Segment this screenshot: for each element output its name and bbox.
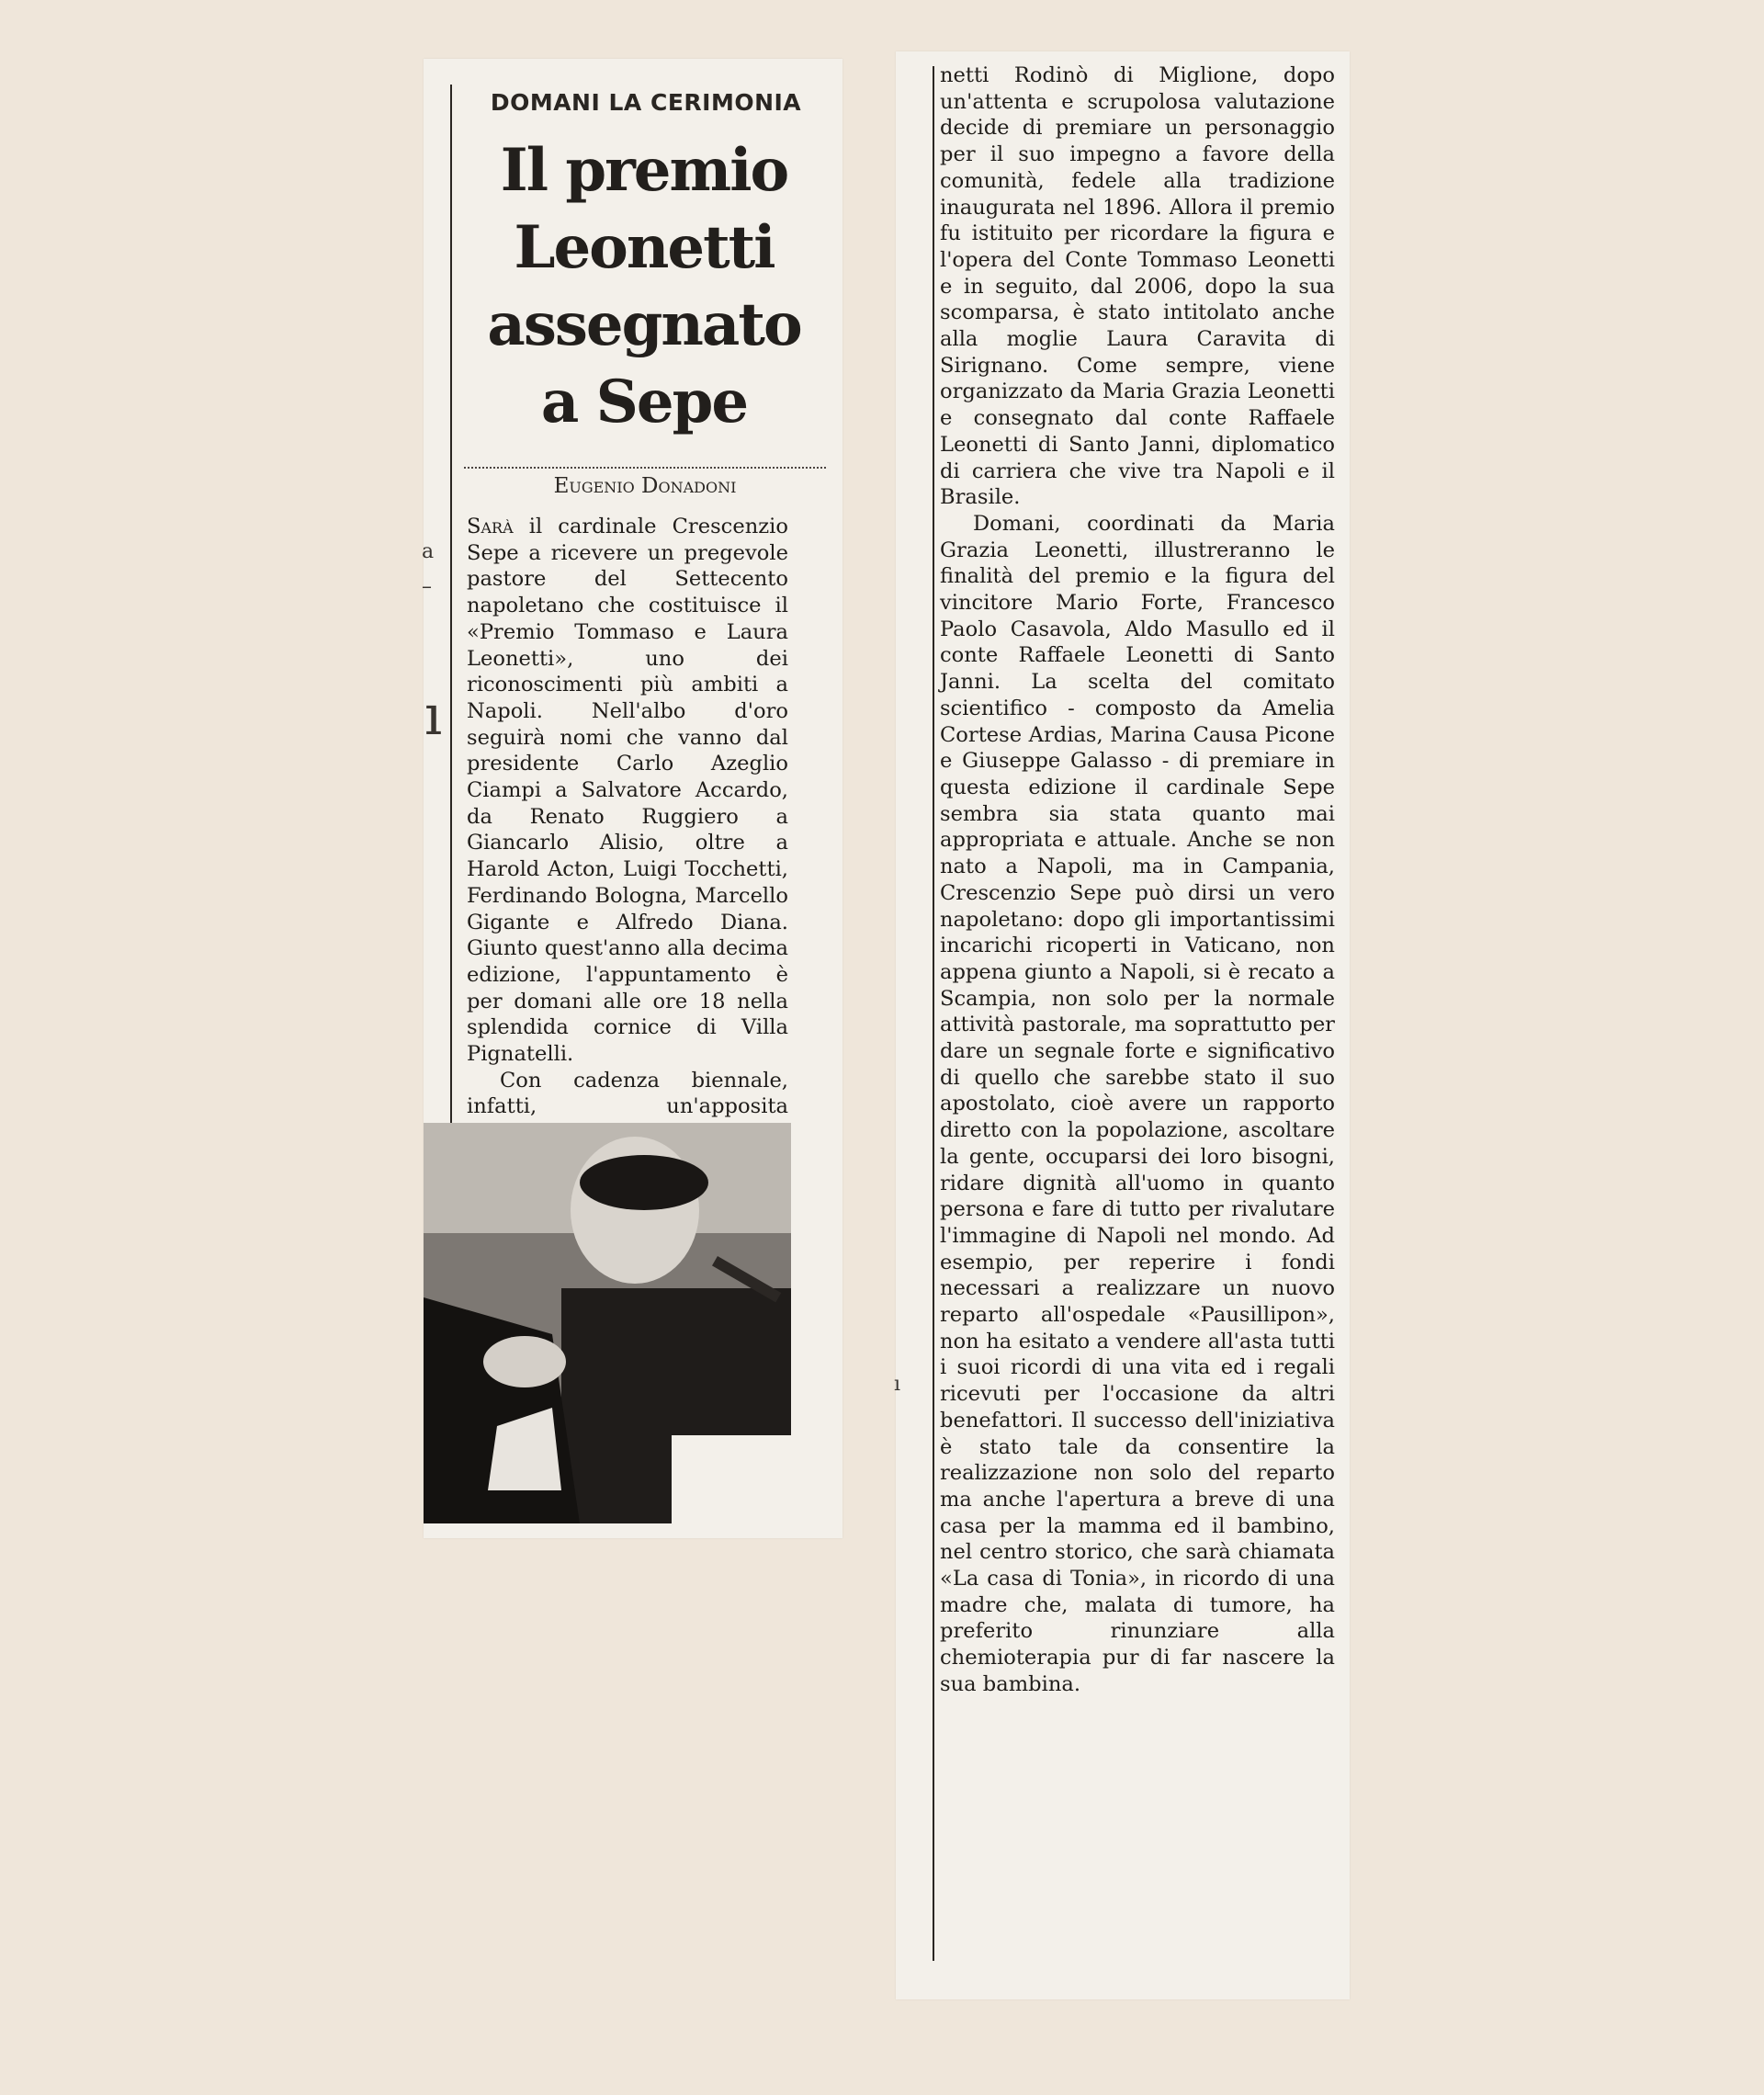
headline: Il premio Leonetti assegnato a Sepe <box>487 136 801 436</box>
kicker: DOMANI LA CERIMONIA <box>490 89 802 116</box>
paragraph <box>467 514 788 1068</box>
column-rule <box>933 66 934 1961</box>
photo-illustration <box>424 1123 791 1523</box>
paragraph: Con cadenza biennale, infatti, un'apposita <box>467 1068 788 1119</box>
paragraph: netti Rodinò di Miglione, dopo un'attenta e scrupolosa valutazione decide di premiare un personaggio per il suo impegno a favore della comunità, fedele alla tradizione inaugurata nel 1896. Allora il premio fu istituito per ricordare la figura e l'opera del Conte Tommaso Leonetti e in seguito, dal 2006, dopo la sua scomparsa, è stato intitolato anche alla moglie Laura Caravita di Sirignano. Come sempre, viene organizzato da Maria Grazia Leonetti e consegnato dal conte Raffaele Leonetti di Santo Janni, diplomatico di carriera che vive tra Napoli e il Brasile. <box>940 63 1335 510</box>
byline: Eugenio Donadoni <box>553 474 737 498</box>
body-column-left <box>467 514 788 1119</box>
clipping-left-column <box>424 59 842 1538</box>
photo-cardinal-sepe <box>424 1123 791 1523</box>
edge-fragment: a <box>422 540 435 563</box>
edge-fragment: – <box>422 575 432 598</box>
lead-word: Sarà <box>467 515 514 538</box>
clipping-right-column <box>896 51 1350 1999</box>
body-column-right <box>940 62 1335 1974</box>
column-rule <box>450 85 452 1161</box>
paragraph-text: il cardinale Crescenzio Sepe a ricevere un pregevole pastore del Settecento napoletano che costituisce il «Premio Tommaso e Laura Leonetti», uno dei riconoscimenti più ambiti a Napoli. Nell'albo d'oro seguirà nomi che vanno dal presidente Carlo Azeglio Ciampi a Salvatore Accardo, da Renato Ruggiero a Giancarlo Alisio, oltre a Harold Acton, Luigi Tocchetti, Ferdinando Bologna, Marcello Gigante e Alfredo Diana. Giunto quest'anno alla decima edizione, l'appuntamento è per domani alle ore 18 nella splendida cornice di Villa Pignatelli. <box>467 515 788 1067</box>
paragraph: Domani, coordinati da Maria Grazia Leonetti, illustreranno le finalità del premio e la figura del vincitore Mario Forte, Francesco Paolo Casavola, Aldo Masullo ed il conte Raffaele Leonetti di Santo Janni. La scelta del comitato scientifico - composto da Amelia Cortese Ardias, Marina Causa Picone e Giuseppe Galasso - di premiare in questa edizione il cardinale Sepe sembra sia stata quanto mai appropriata e attuale. Anche se non nato a Napoli, ma in Campania, Crescenzio Sepe può dirsi un vero napoletano: dopo gli importantissimi incarichi ricoperti in Vaticano, non appena giunto a Napoli, si è recato a Scampia, non solo per la normale attività pastorale, ma soprattutto per dare un segnale forte e significativo di quello che sarebbe stato il suo apostolato, cioè avere un rapporto diretto con la popolazione, ascoltare la gente, occuparsi dei loro bisogni, ridare dignità all'uomo in quanto persona e fare di tutto per rivalutare l'immagine di Napoli nel mondo. Ad esempio, per reperire i fondi necessari a realizzare un nuovo reparto all'ospedale «Pausillipon», non ha esitato a vendere all'asta tutti i suoi ricordi di una vita ed i regali ricevuti per l'occasione da altri benefattori. Il successo dell'iniziativa è stato tale da consentire la realizzazione non solo del reparto ma anche l'apertura a breve di una casa per la mamma ed il bambino, nel centro storico, che sarà chiamata «La casa di Tonia», in ricordo di una madre che, malata di tumore, ha preferito rinunziare alla chemioterapia pur di far nascere la sua bambina. <box>940 511 1335 1696</box>
dotted-divider <box>464 467 826 469</box>
edge-fragment: ı <box>894 1373 901 1396</box>
edge-fragment: ı <box>424 684 443 748</box>
